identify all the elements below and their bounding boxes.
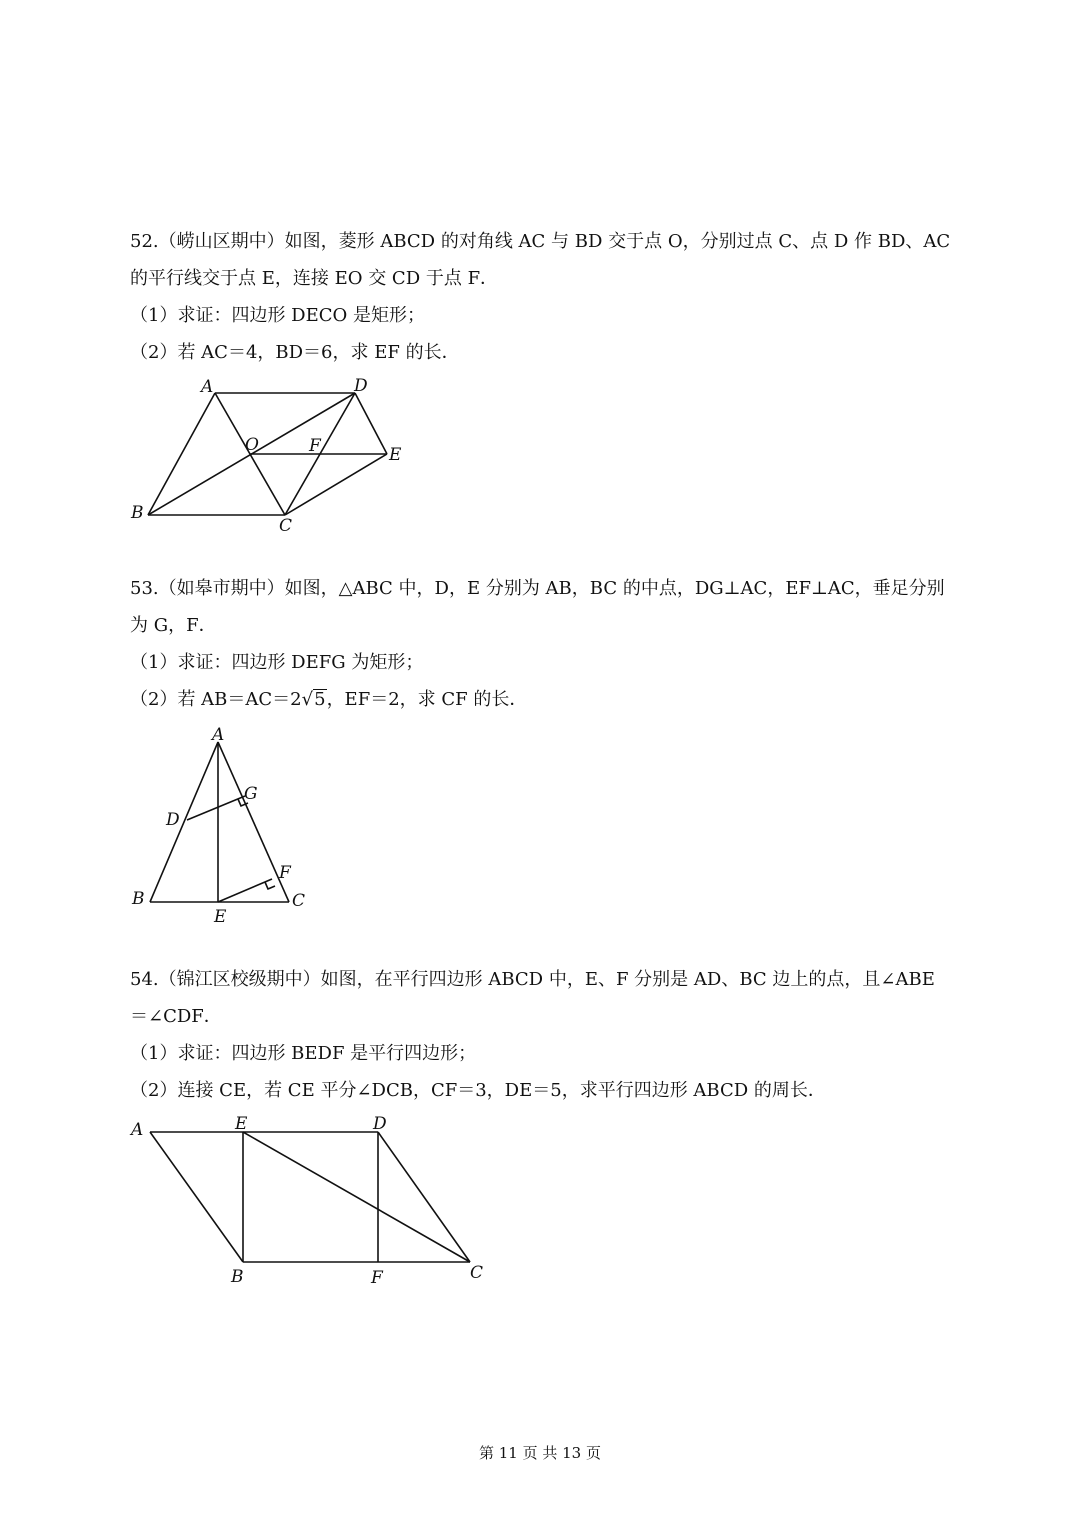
label-F: F	[371, 1268, 383, 1288]
problem-53-line1: 53.（如皋市期中）如图，△ABC 中，D，E 分别为 AB，BC 的中点，DG⊥AC，EF⊥AC，垂足分别	[130, 578, 945, 599]
label-O: O	[245, 435, 259, 455]
problem-52-line1: 52.（崂山区期中）如图，菱形 ABCD 的对角线 AC 与 BD 交于点 O，分别过点 C、点 D 作 BD、AC	[130, 231, 951, 252]
label-D: D	[354, 376, 368, 396]
problem-52-line2: 的平行线交于点 E，连接 EO 交 CD 于点 F．	[130, 268, 499, 289]
problem-54-q1: （1）求证：四边形 BEDF 是平行四边形；	[130, 1043, 477, 1064]
problem-54-q2: （2）连接 CE，若 CE 平分∠DCB，CF＝3，DE＝5，求平行四边形 ABCD 的周长．	[130, 1080, 826, 1101]
page-footer: 第 11 页 共 13 页	[478, 1444, 601, 1462]
label-C: C	[292, 891, 306, 911]
label-B: B	[132, 889, 145, 909]
problem-53-q2-pre: （2）若 AB＝AC＝2	[130, 689, 302, 710]
label-D: D	[373, 1114, 387, 1134]
label-E: E	[214, 907, 227, 927]
problem-53-q2: （2）若 AB＝AC＝2√5，EF＝2，求 CF 的长．	[130, 689, 528, 710]
label-D: D	[166, 810, 180, 830]
problem-53-q2-sqrt: 5	[314, 689, 326, 710]
figure-rhombus-52	[0, 370, 600, 540]
problem-53-q1: （1）求证：四边形 DEFG 为矩形；	[130, 652, 424, 673]
label-E: E	[235, 1114, 248, 1134]
figure-triangle-53	[0, 720, 400, 930]
label-B: B	[131, 503, 144, 523]
label-E: E	[389, 445, 402, 465]
label-F: F	[279, 863, 291, 883]
label-C: C	[279, 516, 293, 536]
label-F: F	[309, 436, 321, 456]
label-A: A	[201, 377, 214, 397]
label-G: G	[244, 784, 258, 804]
label-A: A	[131, 1120, 144, 1140]
problem-52-q1: （1）求证：四边形 DECO 是矩形；	[130, 305, 425, 326]
label-C: C	[470, 1263, 484, 1283]
problem-53-line2: 为 G，F．	[130, 615, 217, 636]
figure-parallelogram-54	[0, 1110, 600, 1290]
label-B: B	[231, 1267, 244, 1287]
label-A: A	[212, 725, 225, 745]
problem-54-line2: ＝∠CDF．	[130, 1006, 222, 1027]
problem-54-line1: 54.（锦江区校级期中）如图，在平行四边形 ABCD 中，E、F 分别是 AD、BC 边上的点，且∠ABE	[130, 969, 935, 990]
problem-52-q2: （2）若 AC＝4，BD＝6，求 EF 的长．	[130, 342, 460, 363]
problem-53-q2-post: ，EF＝2，求 CF 的长．	[326, 689, 528, 710]
